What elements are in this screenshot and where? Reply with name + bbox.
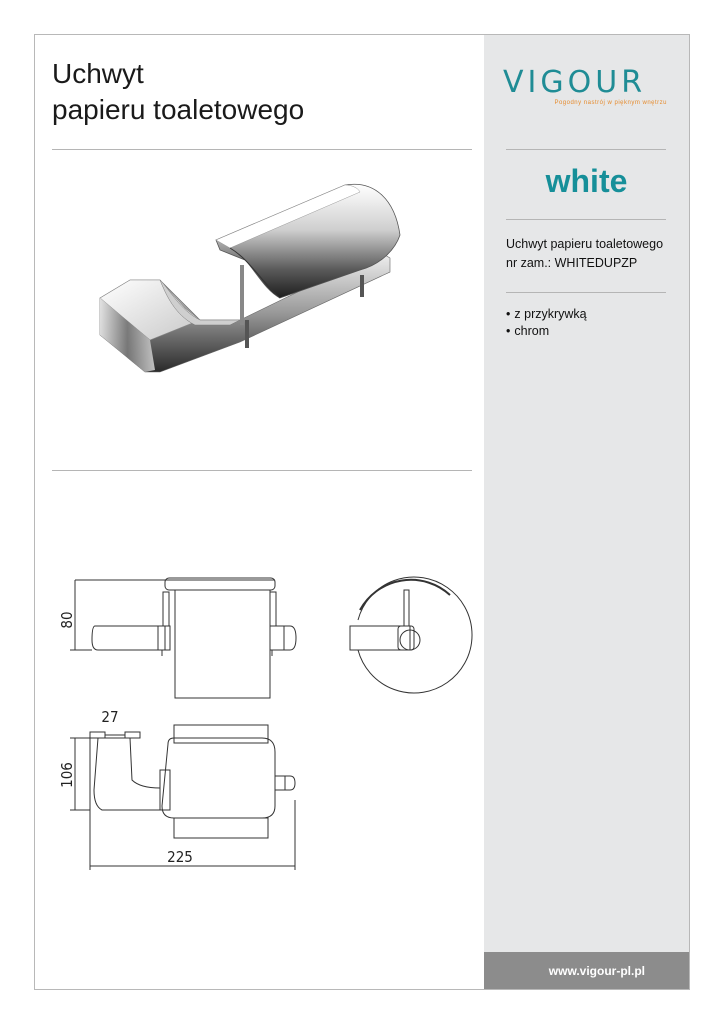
title-line-1: Uchwyt — [52, 58, 144, 89]
side-divider-3 — [506, 292, 666, 293]
product-photo — [90, 180, 410, 380]
brand-name: VIGOUR — [503, 65, 647, 100]
order-number: nr zam.: WHITEDUPZP — [506, 256, 638, 270]
side-divider-1 — [506, 149, 666, 150]
divider-top — [52, 149, 472, 150]
brand-tagline: Pogodny nastrój w pięknym wnętrzu — [554, 100, 667, 106]
technical-drawing — [50, 570, 480, 880]
page-title — [52, 56, 304, 128]
website-link[interactable]: www.vigour-pl.pl — [548, 963, 645, 978]
feature-list — [506, 306, 587, 340]
product-name: Uchwyt papieru toaletowego — [506, 237, 664, 251]
dim-depth: 106 — [58, 762, 76, 788]
feature-item: • z przykrywką — [506, 307, 587, 321]
dim-width: 225 — [167, 848, 193, 866]
title-line-2: papieru toaletowego — [52, 94, 305, 125]
brand-logo — [503, 66, 673, 106]
product-description — [506, 235, 663, 273]
dim-detail: 27 — [101, 708, 119, 726]
feature-item: • chrom — [506, 324, 550, 338]
side-divider-2 — [506, 219, 666, 220]
footer-website-bar — [484, 952, 689, 989]
color-variant-label: white — [545, 163, 628, 199]
dim-height: 80 — [58, 611, 76, 629]
divider-middle — [52, 470, 472, 471]
